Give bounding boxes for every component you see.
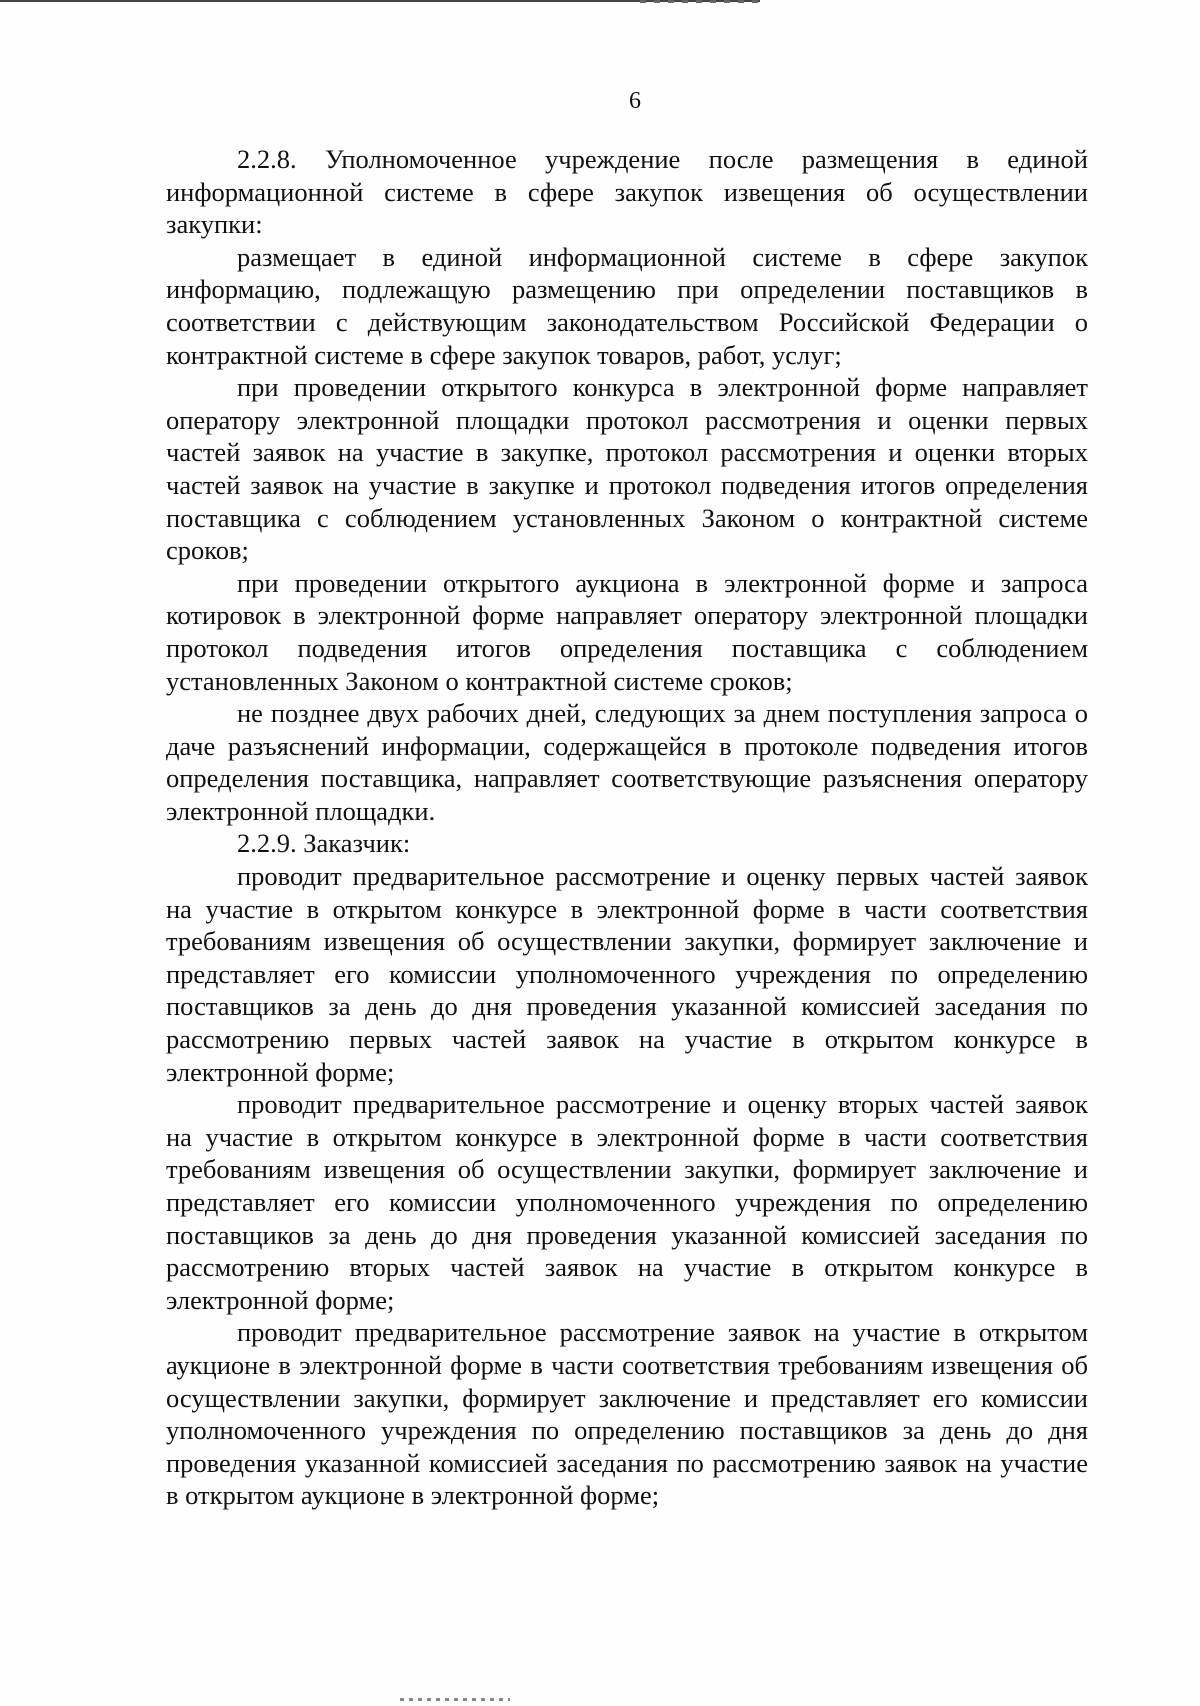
- paragraph-2-2-8: 2.2.8. Уполномоченное учреждение после размещения в единой информационной системе в сфере закупок извещения об осуществлении закупки:: [166, 144, 1088, 240]
- document-body: [166, 143, 1088, 1512]
- paragraph-second-parts: проводит предварительное рассмотрение и оценку вторых частей заявок на участие в открытом конкурсе в электронной форме в части соответствия требованиям извещения об осуществлении закупки, формирует заключение и представляет его комиссии уполномоченного учреждения по определению поставщиков за день до дня проведения указанной комиссией заседания по рассмотрению вторых частей заявок на участие в открытом конкурсе в электронной форме;: [166, 1089, 1088, 1315]
- page-number: 6: [629, 88, 641, 114]
- paragraph-2-2-9: 2.2.9. Заказчик:: [237, 828, 411, 859]
- paragraph-open-contest: при проведении открытого конкурса в электронной форме направляет оператору электронной площадки протокол рассмотрения и оценки первых частей заявок на участие в закупке, протокол рассмотрения и оценки вторых частей заявок на участие в закупке и протокол подведения итогов определения поставщика с соблюдением установленных Законом о контрактной системе сроков;: [166, 372, 1088, 566]
- scan-edge-marks-bottom: [400, 1698, 510, 1701]
- paragraph-clarifications: не позднее двух рабочих дней, следующих за днем поступления запроса о даче разъяснений информации, содержащейся в протоколе подведения итогов определения поставщика, направляет соответствующие разъяснения оператору электронной площадки.: [166, 698, 1088, 826]
- scan-edge-marks: [640, 0, 760, 3]
- paragraph-first-parts: проводит предварительное рассмотрение и оценку первых частей заявок на участие в открытом конкурсе в электронной форме в части соответствия требованиям извещения об осуществлении закупки, формирует заключение и представляет его комиссии уполномоченного учреждения по определению поставщиков за день до дня проведения указанной комиссией заседания по рассмотрению первых частей заявок на участие в открытом конкурсе в электронной форме;: [166, 861, 1088, 1087]
- paragraph-open-auction: при проведении открытого аукциона в электронной форме и запроса котировок в электронной форме направляет оператору электронной площадки протокол подведения итогов определения поставщика с соблюдением установленных Законом о контрактной системе сроков;: [166, 567, 1088, 696]
- paragraph-info-placement: размещает в единой информационной системе в сфере закупок информацию, подлежащую размещению при определении поставщиков в соответствии с действующим законодательством Российской Федерации о контрактной системе в сфере закупок товаров, работ, услуг;: [166, 241, 1088, 370]
- paragraph-auction-review: проводит предварительное рассмотрение заявок на участие в открытом аукционе в электронной форме в части соответствия требованиям извещения об осуществлении закупки, формирует заключение и представляет его комиссии уполномоченного учреждения по определению поставщиков за день до дня проведения указанной комиссией заседания по рассмотрению заявок на участие в открытом аукционе в электронной форме;: [166, 1317, 1088, 1511]
